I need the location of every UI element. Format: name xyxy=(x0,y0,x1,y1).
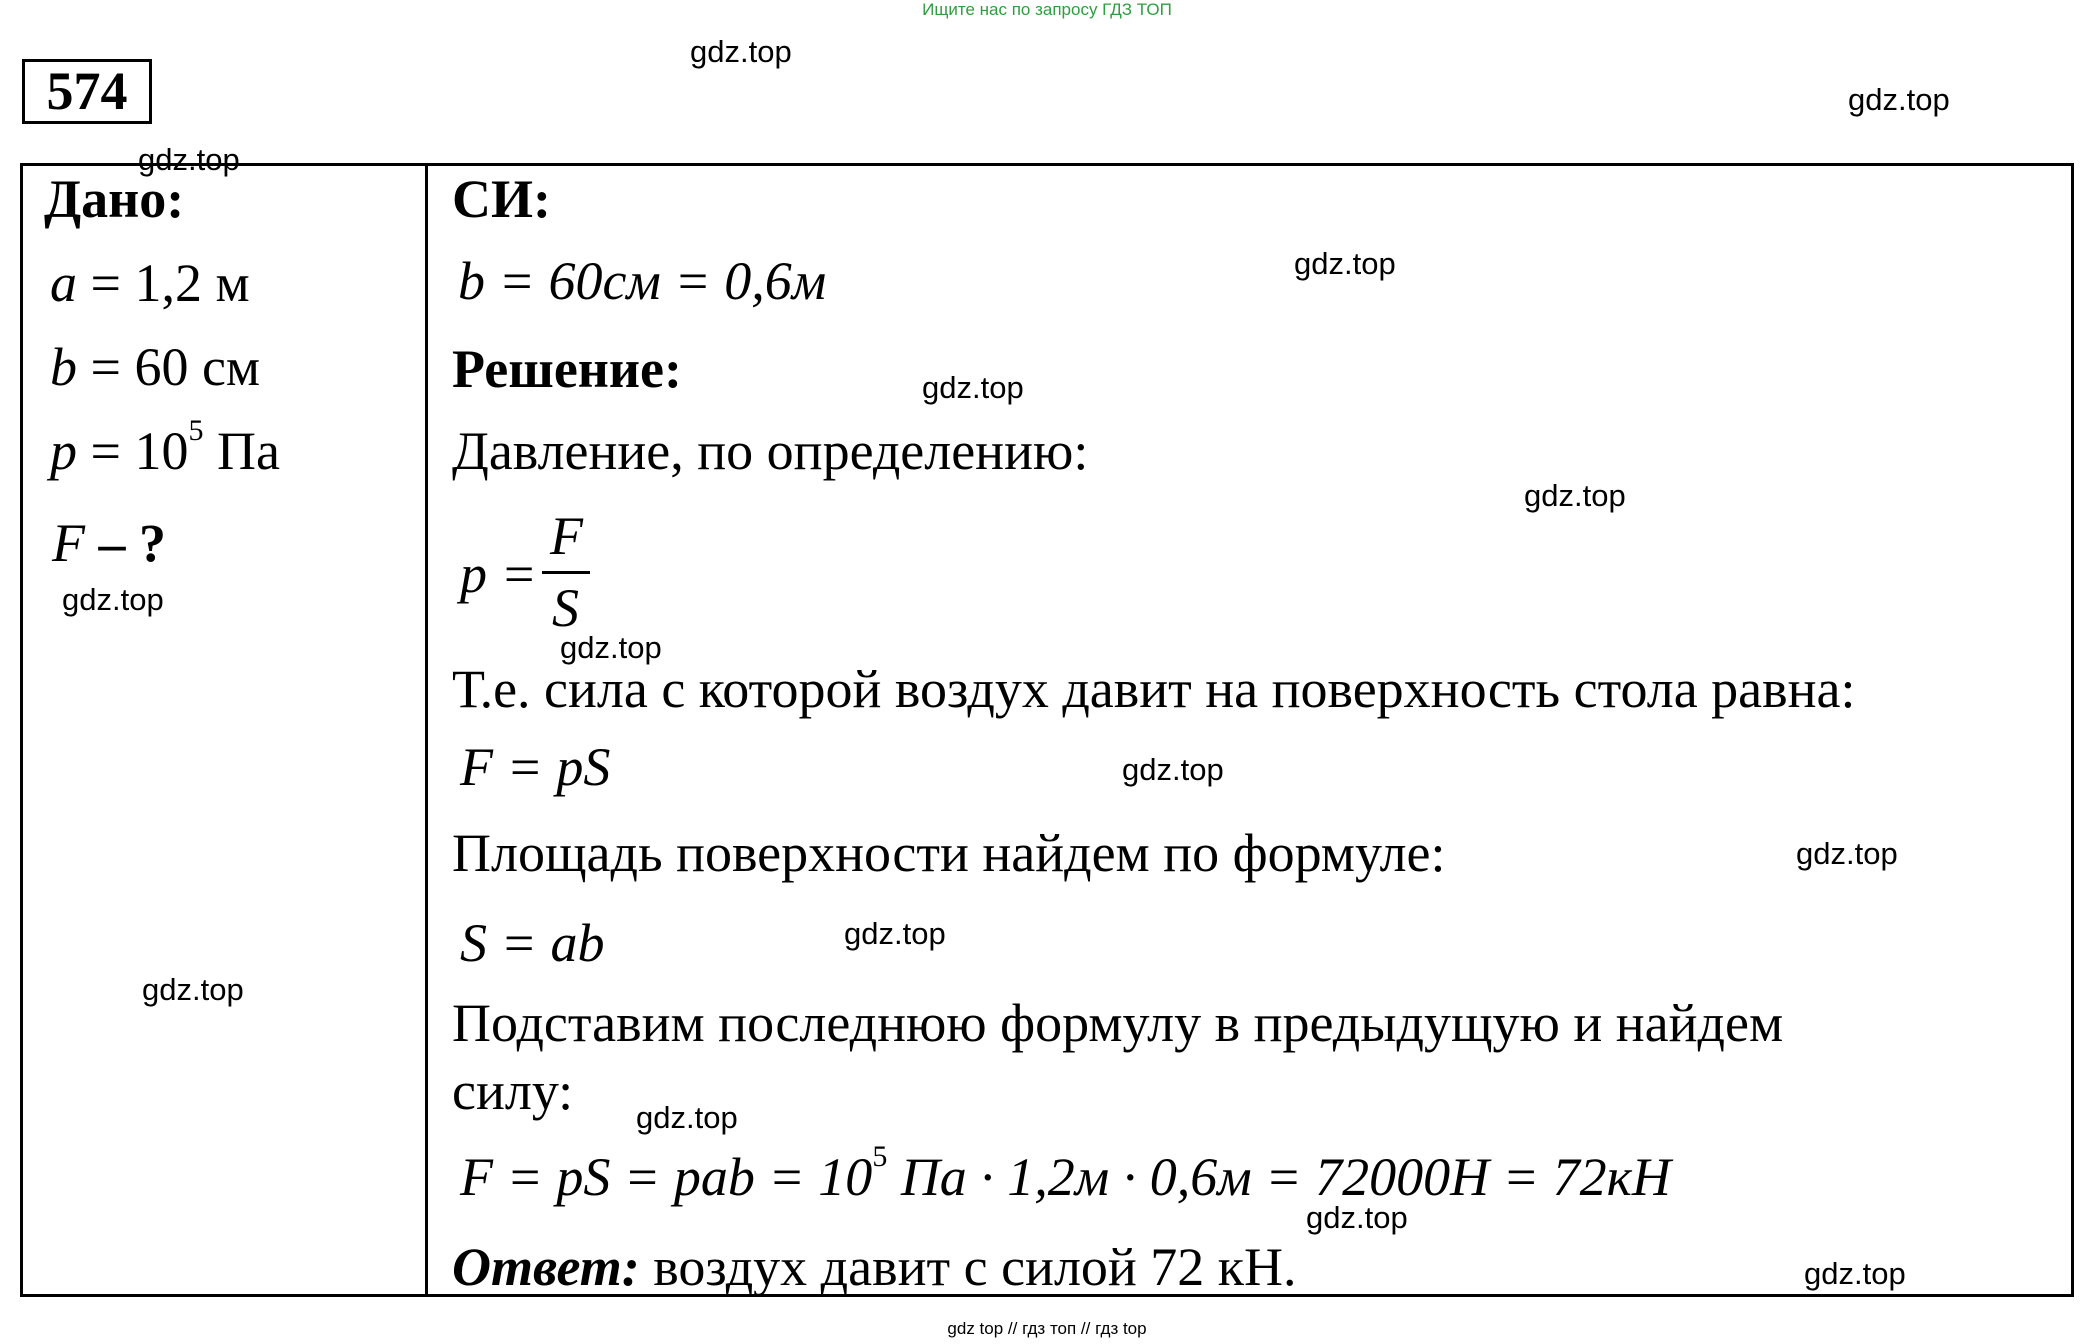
given-a-value: = 1,2 м xyxy=(77,253,250,313)
given-b-value: = 60 см xyxy=(77,337,261,397)
given-a xyxy=(50,252,250,314)
watermark: gdz.top xyxy=(1122,752,1224,787)
solution-text-area: Площадь поверхности найдем по формуле: xyxy=(452,823,1446,883)
problem-number: 574 xyxy=(22,59,152,124)
final-formula-exponent: 5 xyxy=(872,1140,888,1173)
given-find-symbol: F xyxy=(52,513,85,573)
area-formula: S = ab xyxy=(460,913,605,973)
solution-table-frame xyxy=(20,163,2074,1297)
pressure-formula xyxy=(460,505,590,638)
pressure-formula-denominator: S xyxy=(552,578,579,638)
watermark: gdz.top xyxy=(636,1100,738,1135)
watermark: gdz.top xyxy=(138,142,240,177)
solution-heading: Решение: xyxy=(452,339,682,399)
footer-links: gdz top // гдз топ // гдз top xyxy=(947,1319,1147,1338)
top-banner: Ищите нас по запросу ГДЗ ТОП xyxy=(922,0,1172,19)
watermark: gdz.top xyxy=(62,582,164,617)
watermark: gdz.top xyxy=(690,34,792,69)
watermark: gdz.top xyxy=(1796,836,1898,871)
watermark: gdz.top xyxy=(1804,1256,1906,1291)
given-find xyxy=(52,512,166,574)
watermark: gdz.top xyxy=(844,916,946,951)
watermark: gdz.top xyxy=(922,370,1024,405)
given-p xyxy=(50,414,280,482)
given-p-exponent: 5 xyxy=(188,414,204,447)
solution-text-substitute-1: Подставим последнюю формулу в предыдущую и найдем xyxy=(452,993,1784,1053)
given-b xyxy=(50,336,260,398)
given-b-symbol: b xyxy=(50,337,77,397)
watermark: gdz.top xyxy=(142,972,244,1007)
answer-line xyxy=(452,1236,1297,1298)
watermark: gdz.top xyxy=(1524,478,1626,513)
final-formula-part-b: Па · 1,2м · 0,6м = 72000Н = 72кН xyxy=(887,1147,1671,1207)
pressure-formula-lhs: p = xyxy=(460,544,537,604)
given-find-question: – ? xyxy=(85,513,166,573)
si-heading: СИ: xyxy=(452,169,551,229)
answer-label: Ответ: xyxy=(452,1237,640,1297)
watermark: gdz.top xyxy=(1306,1200,1408,1235)
given-p-value: = 10 xyxy=(77,421,189,481)
watermark: gdz.top xyxy=(1848,82,1950,117)
column-divider xyxy=(425,163,428,1297)
final-formula xyxy=(460,1140,1671,1208)
solution-text-definition: Давление, по определению: xyxy=(452,421,1089,481)
watermark: gdz.top xyxy=(1294,246,1396,281)
pressure-formula-numerator: F xyxy=(550,506,583,566)
given-a-symbol: a xyxy=(50,253,77,313)
given-p-symbol: p xyxy=(50,421,77,481)
force-formula: F = pS xyxy=(460,737,611,797)
si-conversion: b = 60см = 0,6м xyxy=(458,251,827,311)
final-formula-part-a: F = pS = pab = 10 xyxy=(460,1147,873,1207)
solution-text-substitute-2: силу: xyxy=(452,1061,574,1121)
given-p-unit: Па xyxy=(203,421,280,481)
fraction-bar xyxy=(542,571,590,574)
given-heading: Дано: xyxy=(44,169,185,229)
watermark: gdz.top xyxy=(560,630,662,665)
solution-text-force: Т.е. сила с которой воздух давит на поверхность стола равна: xyxy=(452,659,1856,719)
answer-text: воздух давит с силой 72 кН. xyxy=(639,1237,1297,1297)
